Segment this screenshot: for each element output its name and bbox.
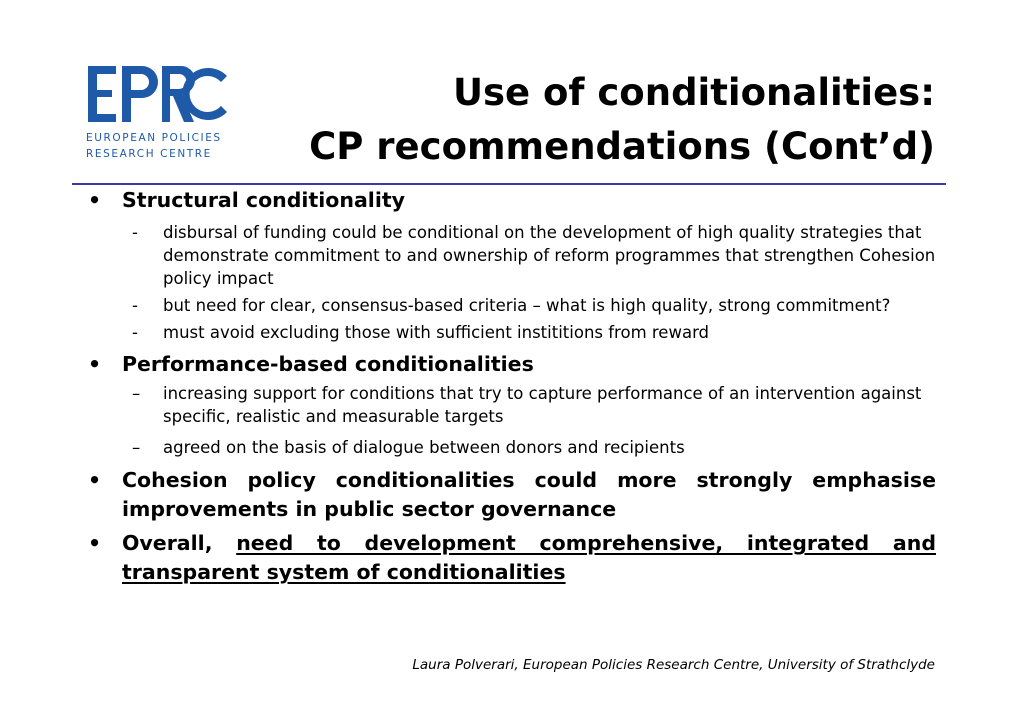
sub-list [84, 221, 936, 344]
sub-text: must avoid excluding those with sufficient instititions from reward [163, 323, 710, 342]
bullet-heading: Performance-based conditionalities [122, 352, 534, 376]
sub-marker: - [132, 296, 138, 315]
bullet-performance [84, 350, 936, 379]
bullet-marker: • [88, 531, 102, 555]
slide-title-line1: Use of conditionalities: [452, 71, 935, 114]
logo-text-line2: RESEARCH CENTRE [86, 148, 212, 160]
sub-item [84, 294, 936, 317]
sub-item [84, 221, 936, 290]
bullet-overall [84, 529, 936, 587]
bullet-marker: • [88, 352, 102, 376]
sub-text: disbursal of funding could be conditional on the development of high quality strategies that demonstrate commitment to and ownership of reform programmes that strengthen Cohesion policy impact [163, 223, 936, 288]
bullet-marker: • [88, 468, 102, 492]
bullet-prefix: Overall, [122, 531, 237, 555]
bullet-marker: • [88, 188, 102, 212]
bullet-underlined-text: need to development comprehensive, integrated and transparent system of conditionalities [122, 531, 936, 584]
footer-credit: Laura Polverari, European Policies Research Centre, University of Strathclyde [412, 657, 935, 673]
sub-marker: - [132, 223, 138, 242]
sub-list [84, 382, 936, 459]
bullet-heading: Structural conditionality [122, 188, 406, 212]
sub-item [84, 436, 936, 459]
eprc-logo-mark [84, 62, 230, 128]
sub-text: but need for clear, consensus-based criteria – what is high quality, strong commitment? [163, 296, 891, 315]
sub-marker: - [132, 323, 138, 342]
bullet-structural [84, 186, 936, 215]
logo-text-line1: EUROPEAN POLICIES [86, 132, 222, 144]
bullet-heading: Cohesion policy conditionalities could more strongly emphasise improvements in public sector governance [122, 468, 936, 521]
slide-title [309, 66, 935, 174]
sub-marker: – [132, 384, 141, 403]
slide-title-line2: CP recommendations (Cont’d) [309, 125, 935, 168]
sub-item [84, 321, 936, 344]
sub-marker: – [132, 438, 141, 457]
sub-text: agreed on the basis of dialogue between donors and recipients [163, 438, 685, 457]
sub-item [84, 382, 936, 428]
sub-text: increasing support for conditions that try to capture performance of an intervention against specific, realistic and measurable targets [163, 384, 922, 426]
eprc-logo [84, 62, 230, 164]
bullet-cohesion [84, 466, 936, 524]
slide-body [84, 184, 936, 587]
